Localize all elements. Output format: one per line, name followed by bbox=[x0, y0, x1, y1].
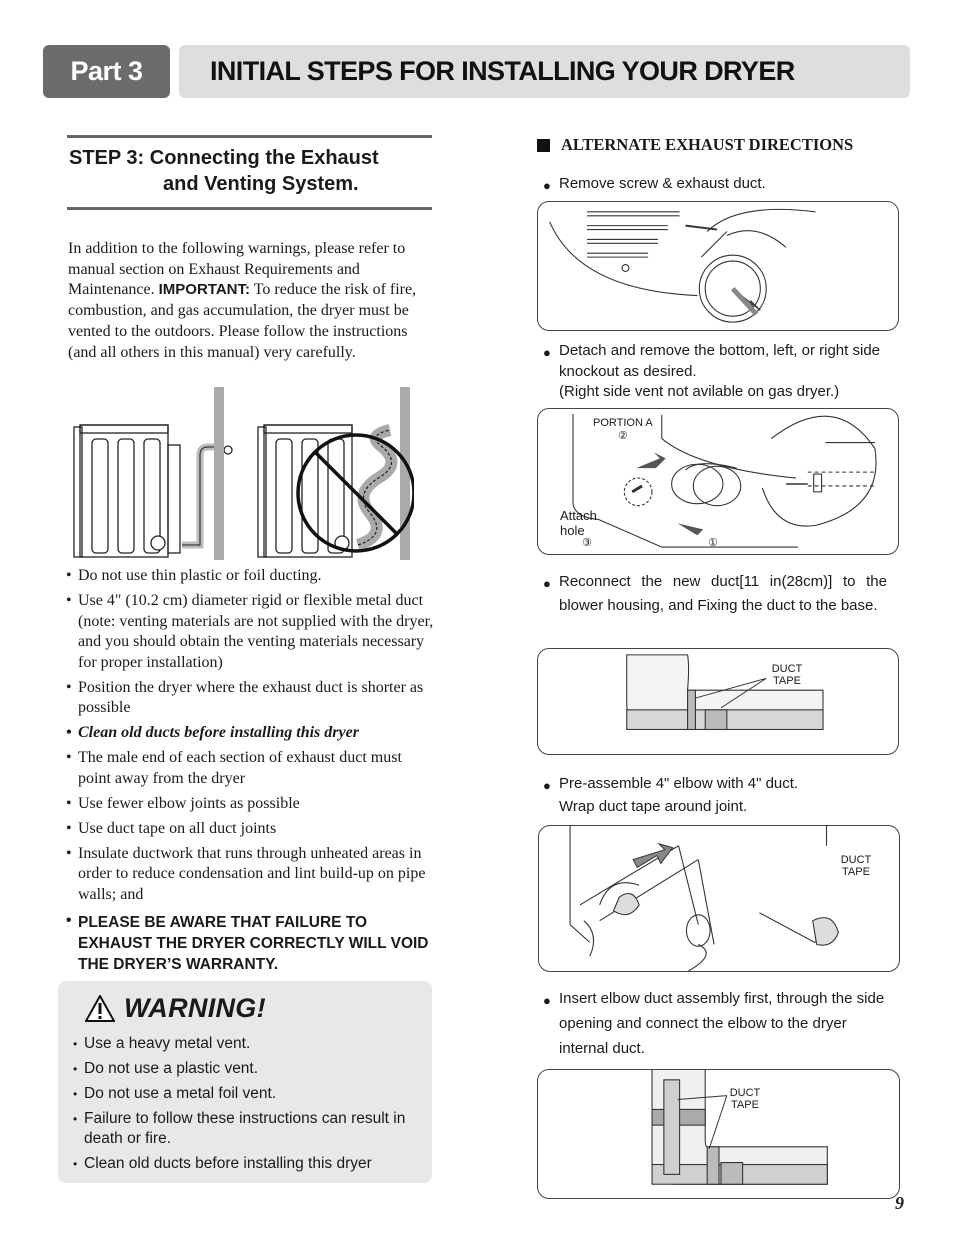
bullet-dot-icon: ● bbox=[543, 993, 551, 1008]
part-badge: Part 3 bbox=[43, 45, 170, 98]
list-item: • Use fewer elbow joints as possible bbox=[66, 794, 434, 815]
callout-number-2: ② bbox=[618, 430, 628, 442]
prohibited-sign-icon bbox=[298, 435, 414, 551]
figure-remove-exhaust-duct-art bbox=[538, 202, 898, 330]
callout-number-1: ① bbox=[708, 537, 718, 549]
dryer-venting-illustration bbox=[68, 385, 414, 565]
figure-insert-elbow-art bbox=[538, 1070, 899, 1198]
bullet-dot-icon: ● bbox=[543, 345, 551, 360]
duct-tape-label: DUCT TAPE bbox=[771, 663, 803, 687]
alternate-exhaust-heading bbox=[537, 135, 853, 155]
step-heading-line2: and Venting System. bbox=[163, 173, 359, 195]
figure-reconnect-duct-art bbox=[538, 649, 898, 754]
warning-triangle-icon bbox=[85, 995, 115, 1022]
callout-number-3: ③ bbox=[582, 537, 592, 549]
warning-box bbox=[58, 981, 432, 1183]
rigid-duct-illustration bbox=[182, 447, 214, 545]
list-item: • Insulate ductwork that runs through unheated areas in order to reduce condensation and lint build-up on pipe walls; and bbox=[66, 844, 434, 906]
step-heading-line1: STEP 3: Connecting the Exhaust bbox=[69, 147, 379, 169]
warning-header bbox=[85, 993, 266, 1024]
figure-preassemble-elbow bbox=[538, 825, 900, 972]
figure-knockout bbox=[537, 408, 899, 555]
attach-hole-label: Attach hole bbox=[560, 508, 597, 538]
portion-a-label: PORTION A bbox=[593, 417, 653, 429]
list-item: • PLEASE BE AWARE THAT FAILURE TO EXHAUST THE DRYER CORRECTLY WILL VOID THE DRYER’S WARRANTY. bbox=[66, 910, 434, 975]
figure-insert-elbow bbox=[537, 1069, 900, 1199]
page-title: INITIAL STEPS FOR INSTALLING YOUR DRYER bbox=[179, 45, 910, 98]
warning-title: WARNING! bbox=[124, 993, 266, 1023]
venting-guidelines-list bbox=[66, 566, 434, 979]
important-label: IMPORTANT: bbox=[158, 281, 251, 299]
intro-text-after: To reduce the risk of fire, combustion, and gas accumulation, the dryer must be vented to the outdoors. Please follow the instructions (and all others in this manual) very carefully. bbox=[68, 281, 417, 361]
figure-preassemble-elbow-art bbox=[539, 826, 899, 971]
figure-reconnect-duct bbox=[537, 648, 899, 755]
list-item: • Clean old ducts before installing this dryer bbox=[73, 1154, 423, 1174]
page-number: 9 bbox=[895, 1193, 904, 1213]
step-reconnect-duct: ● Reconnect the new duct[11 in(28cm)] to the blower housing, and Fixing the duct to the base. bbox=[543, 573, 887, 614]
square-bullet-icon bbox=[537, 139, 550, 152]
list-item: • Use a heavy metal vent. bbox=[73, 1034, 423, 1054]
duct-tape-label: DUCT TAPE bbox=[840, 854, 872, 878]
list-item: • Do not use thin plastic or foil ducting. bbox=[66, 566, 434, 587]
step-insert-elbow: ● Insert elbow duct assembly first, through the side opening and connect the elbow to the dryer internal duct. bbox=[543, 990, 885, 1057]
step-remove-screw: ● Remove screw & exhaust duct. bbox=[559, 174, 899, 195]
dryer-incorrect-illustration bbox=[258, 425, 352, 557]
list-item: • Use 4" (10.2 cm) diameter rigid or flexible metal duct (note: venting materials are not supplied with the dryer, and you should obtain the venting materials necessary for proper installation) bbox=[66, 591, 434, 673]
intro-paragraph bbox=[68, 239, 430, 363]
list-item: • Use duct tape on all duct joints bbox=[66, 819, 434, 840]
step-preassemble-elbow: ● Pre-assemble 4" elbow with 4" duct. Wrap duct tape around joint. bbox=[543, 775, 799, 815]
duct-tape-label: DUCT TAPE bbox=[729, 1087, 761, 1111]
list-item: • The male end of each section of exhaust duct must point away from the dryer bbox=[66, 748, 434, 789]
bullet-dot-icon: ● bbox=[543, 178, 551, 193]
step-detach-knockout: ● Detach and remove the bottom, left, or right side knockout as desired. (Right side vent not avilable on gas dryer.) bbox=[543, 342, 880, 400]
wall-right bbox=[400, 387, 410, 560]
list-item: • Clean old ducts before installing this dryer bbox=[66, 723, 434, 744]
alternate-exhaust-title: ALTERNATE EXHAUST DIRECTIONS bbox=[561, 135, 854, 154]
bullet-dot-icon: ● bbox=[543, 576, 551, 591]
foil-duct-illustration bbox=[358, 430, 392, 545]
dryer-correct-illustration bbox=[74, 425, 180, 557]
list-item: • Do not use a metal foil vent. bbox=[73, 1084, 423, 1104]
direction-arrow-icon bbox=[633, 844, 672, 868]
direction-arrow-icon bbox=[636, 452, 666, 468]
wall-left bbox=[214, 387, 224, 560]
list-item: • Failure to follow these instructions can result in death or fire. bbox=[73, 1109, 423, 1149]
list-item: • Position the dryer where the exhaust duct is shorter as possible bbox=[66, 678, 434, 719]
figure-remove-exhaust-duct bbox=[537, 201, 899, 331]
step-heading bbox=[67, 135, 432, 210]
direction-arrow-icon bbox=[678, 523, 704, 535]
intro-text-before: In addition to the following warnings, please refer to manual section on Exhaust Requirements and Maintenance. bbox=[68, 240, 406, 299]
warning-list bbox=[73, 1034, 423, 1179]
list-item: • Do not use a plastic vent. bbox=[73, 1059, 423, 1079]
bullet-dot-icon: ● bbox=[543, 778, 551, 793]
